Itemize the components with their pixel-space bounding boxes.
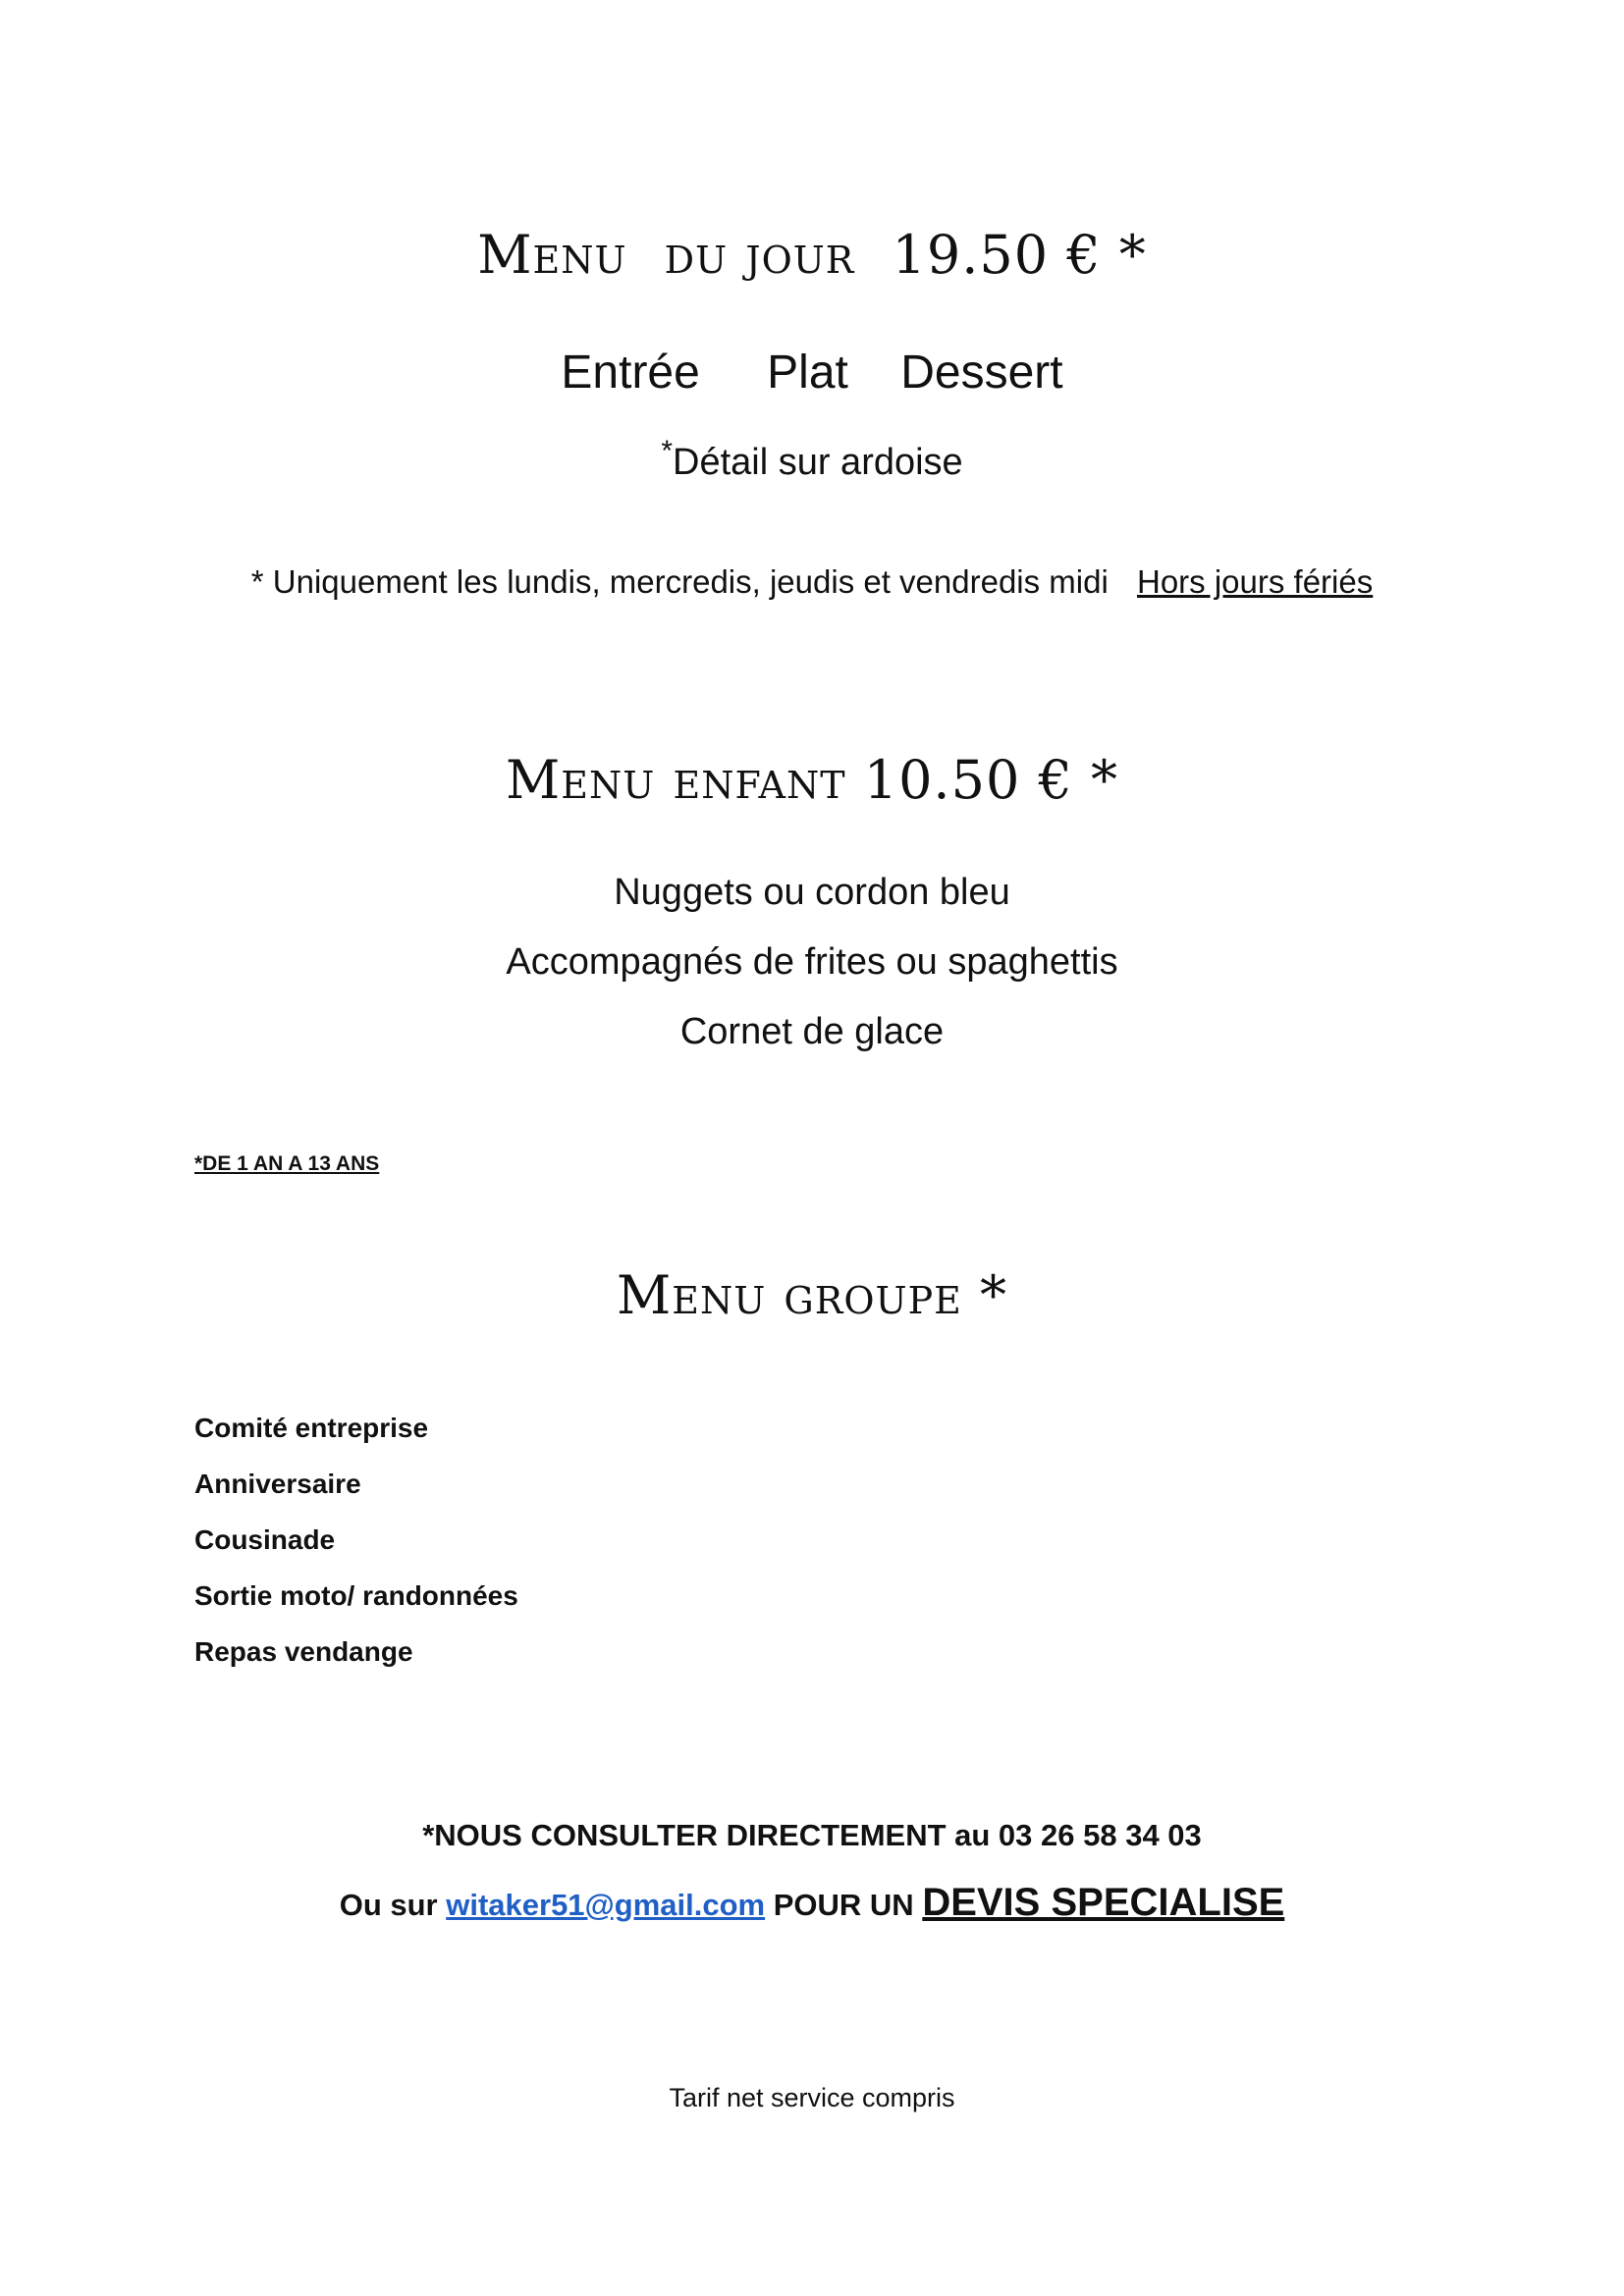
menu-du-jour-note [0,563,1624,601]
menu-du-jour-detail [0,435,1624,484]
menu-du-jour-courses [0,346,1624,400]
contact-phone-line: *NOUS CONSULTER DIRECTEMENT au 03 26 58 34 03 [422,1818,1202,1852]
group-item: Comité entreprise [194,1413,429,1443]
email-link[interactable]: witaker51@gmail.com [446,1888,766,1922]
menu-du-jour-word1: Menu [477,224,627,286]
contact-middle: POUR UN [773,1888,914,1922]
menu-du-jour-title [0,224,1624,286]
detail-text: Détail sur ardoise [673,442,963,483]
course-dessert: Dessert [900,347,1063,399]
detail-asterisk: * [661,435,673,467]
menu-enfant-item: Nuggets ou cordon bleu [614,872,1010,913]
note-days: * Uniquement les lundis, mercredis, jeudis et vendredis midi [250,563,1109,600]
note-holidays: Hors jours fériés [1137,563,1374,600]
menu-enfant-age-note: *DE 1 AN A 13 ANS [194,1152,380,1175]
menu-enfant-title: Menu enfant 10.50 € * [505,749,1118,811]
group-item: Repas vendange [194,1636,413,1667]
menu-du-jour-price: 19.50 € * [892,224,1147,286]
menu-enfant-item: Accompagnés de frites ou spaghettis [506,941,1118,983]
group-item: Cousinade [194,1524,336,1555]
devis-specialise: DEVIS SPECIALISE [922,1881,1285,1924]
menu-groupe-title: Menu groupe * [616,1264,1008,1326]
footer-tarif: Tarif net service compris [669,2083,955,2112]
menu-enfant-item: Cornet de glace [679,1011,945,1052]
group-item: Sortie moto/ randonnées [194,1580,518,1611]
contact-email-line [0,1881,1624,1925]
course-entree: Entrée [561,347,700,399]
menu-du-jour-word2: du jour [664,224,855,286]
group-item: Anniversaire [194,1468,361,1499]
contact-prefix: Ou sur [339,1888,438,1922]
course-plat: Plat [767,347,848,399]
